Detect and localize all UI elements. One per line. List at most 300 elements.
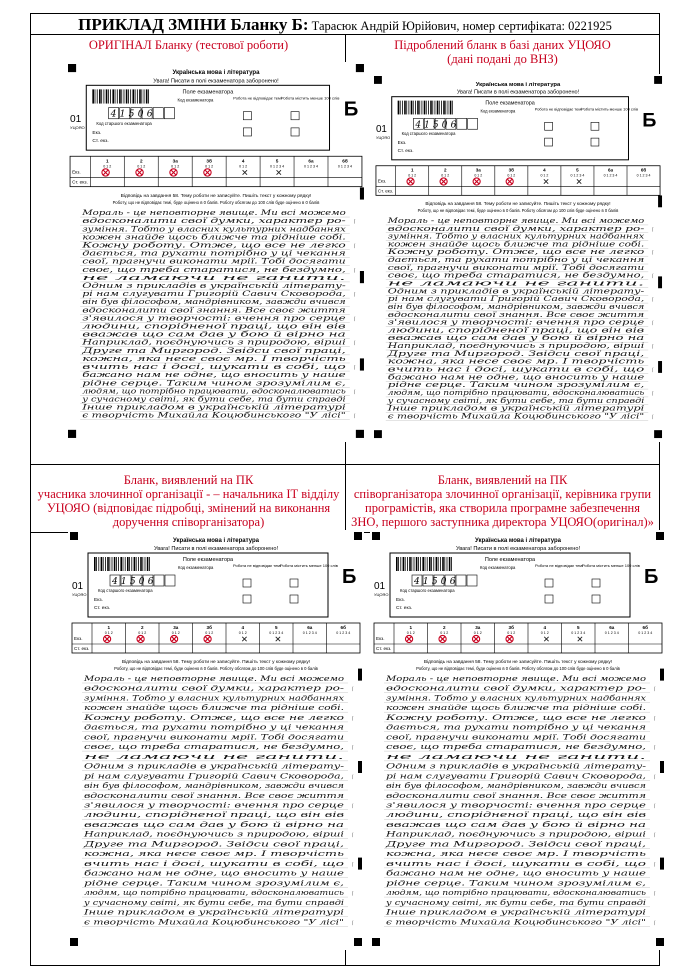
barcode-bar (427, 557, 428, 571)
margin-mark: ⌈ (654, 861, 656, 868)
senior-label-head: Ст. екз. (396, 606, 413, 611)
criterion-options: 0 1 2 3 4 (604, 631, 619, 635)
code-label: 01 (72, 581, 84, 592)
barcode-bar (118, 557, 119, 571)
barcode-bar (130, 89, 131, 103)
barcode-bar (120, 557, 122, 571)
margin-mark: ⌈ (352, 715, 354, 722)
barcode-bar (134, 557, 136, 571)
handwritten-line: не ламаючи не ганити. (387, 278, 645, 288)
corner-marker (68, 430, 76, 438)
handwritten-line: рі нам слугувати Григорій Савич Сковорода, (82, 289, 346, 299)
answer-sheet-original (66, 62, 366, 442)
criterion-label: 3б (508, 167, 514, 173)
barcode-bar (135, 89, 136, 103)
criterion-label: 3а (475, 167, 481, 173)
senior-code-label: Код старшого екзаменатора (401, 131, 456, 137)
margin-mark: ⌈ (352, 891, 354, 898)
handwritten-line: Наприклад, поєднуючись з природою, вірші (80, 337, 346, 347)
criterion-label: 3а (172, 158, 178, 164)
margin-mark: ⌈ (652, 274, 655, 280)
senior-label: Ст. екз. (377, 188, 394, 194)
caption-it-head-pc (33, 473, 344, 529)
margin-mark: ⌈ (352, 861, 354, 868)
criterion-options: 0 1 2 (540, 631, 549, 635)
code-sublabel: УЦОЯО (374, 592, 389, 597)
barcode-bar (435, 101, 436, 115)
handwritten-line: рі нам слугувати Григорій Савич Сковорода, (387, 294, 645, 304)
criterion-label: 1 (410, 167, 414, 173)
handwritten-line: вдосконалити свої думки, характер ро- (82, 216, 347, 226)
barcode-bar (438, 557, 439, 571)
criterion-label: 4 (543, 167, 546, 173)
words-label: Робота містить менше 100 слів (280, 95, 340, 101)
senior-code-label: Код старшого екзаменатора (98, 588, 153, 593)
handwritten-line: вдосконалити свої знання. Все своє життя (386, 790, 647, 800)
handwritten-line: Одним з прикладів в українській літерату- (84, 761, 345, 771)
handwritten-line: Кожну роботу. Отже, що все не легко (80, 240, 347, 250)
margin-mark: ⌈ (654, 920, 656, 927)
score-mark-x (138, 637, 142, 641)
barcode-bar (141, 89, 142, 103)
barcode-bar (436, 557, 438, 571)
handwritten-line: Мораль - це неповторне явище. Ми всі можемо (386, 215, 645, 225)
barcode-bar (128, 89, 129, 103)
barcode-bar (112, 557, 113, 571)
code-label: 01 (375, 124, 387, 136)
side-marker (660, 669, 664, 681)
sheet-subject: Українська мова і література (475, 538, 561, 544)
criterion-options: 0 1 2 (171, 164, 180, 169)
sheet-warning: Увага! Писати в полі екзаменатора заборонено! (455, 546, 581, 552)
handwritten-line: свої, прагнучи виконати мрії. Тобі досягати (82, 256, 347, 266)
barcode-bar (441, 101, 442, 115)
barcode-bar (131, 557, 132, 571)
side-marker (658, 195, 662, 207)
handwritten-line: бажано нам не одне, що вносить у наше (386, 868, 646, 878)
barcode-bar (107, 557, 109, 571)
margin-mark: ⌈ (352, 774, 354, 781)
margin-mark: ⌈ (652, 391, 655, 397)
barcode-bar (448, 101, 449, 115)
margin-mark: ⌈ (352, 803, 354, 810)
handwritten-line: Інше прикладом в українській літературі (384, 907, 646, 917)
code-sublabel: УЦОЯО (375, 135, 391, 141)
criterion-options: 0 1 2 (474, 173, 483, 178)
margin-mark: ⌈ (353, 340, 356, 347)
caption-line: співорганізатора злочинної організації, керівника групи (353, 487, 652, 501)
handwritten-line: Одним з прикладів в українській літерату- (387, 286, 646, 296)
barcode-bar (101, 557, 103, 571)
handwritten-line: у сучасному світі, як бути себе, та бути справді (386, 395, 645, 405)
senior-label-head: Ст. екз. (94, 606, 111, 611)
criterion-label: 6а (607, 167, 613, 173)
caption-line: ЗНО, першого заступника директора УЦОЯО(оригінал)» (351, 515, 654, 529)
margin-mark: ⌈ (352, 832, 354, 839)
examiner-code-value: 41506 (415, 120, 460, 131)
criterion-options: 0 1 2 (239, 164, 248, 169)
senior-code-label: Код старшого екзаменатора (400, 588, 455, 593)
criterion-options: 0 1 2 (137, 164, 146, 169)
corner-marker (68, 64, 76, 72)
barcode-bar (451, 557, 452, 571)
caption-line: учасника злочинної організації - – начальника ІТ відділу (37, 487, 340, 501)
barcode-bar (138, 557, 139, 571)
check-box (591, 122, 599, 130)
check-box (545, 579, 553, 587)
handwritten-line: дається, та рухати потрібно у ці чекання (84, 722, 345, 732)
criterion-options: 0 1 2 (408, 173, 417, 178)
handwritten-line: бажано нам не одне, що вносить у наше (84, 868, 344, 878)
handwritten-line: Друге та Миргород. Звідси свої праці, (82, 839, 345, 849)
handwritten-line: Друге та Миргород. Звідси свої праці, (384, 839, 646, 849)
check-box (545, 122, 553, 130)
criterion-options: 0 1 2 (138, 631, 147, 635)
criterion-options: 0 1 2 3 4 (636, 173, 651, 178)
exam-label: Екз. (376, 636, 385, 641)
margin-mark: ⌈ (654, 715, 656, 722)
criterion-options: 0 1 2 3 4 (570, 173, 585, 178)
check-box (290, 595, 298, 603)
handwritten-line: Наприклад, поєднуючись з природою, вірші (386, 341, 645, 351)
margin-mark: ⌈ (353, 316, 356, 323)
caption-line: програмістів, яка створила програмне забезпечення (365, 501, 640, 515)
handwritten-line: у сучасному світі, як бути себе, та бути справді (80, 394, 346, 404)
code-sublabel: УЦОЯО (70, 124, 85, 130)
barcode-bar (137, 89, 138, 103)
check-box (591, 138, 599, 146)
barcode-bar (127, 557, 129, 571)
handwritten-line: вважав що сам дав у бою й вірно на (82, 329, 346, 339)
criterion-label: 5 (274, 625, 278, 630)
barcode-bar (437, 101, 439, 115)
barcode-bar (403, 557, 405, 571)
barcode-bar (439, 101, 440, 115)
barcode-bar (417, 101, 419, 115)
check-box (291, 128, 299, 136)
barcode-bar (105, 557, 106, 571)
barcode-bar (109, 557, 110, 571)
answer-note: Роботу, що не відповідає темі, буде оцінено в 0 балів. Роботу обсягом до 100 слів буде оцінено в 0 балів (114, 666, 318, 671)
barcode-bar (136, 557, 137, 571)
margin-mark: ⌈ (353, 365, 356, 372)
handwritten-line: Друге та Миргород. Звідси свої праці, (386, 348, 645, 358)
examiner-code-value: 41506 (112, 577, 157, 587)
margin-mark: ⌈ (654, 891, 656, 898)
barcode-bar (425, 557, 426, 571)
barcode-bar (119, 89, 121, 103)
handwritten-line: людям, що потрібно працювати, вдосконалюватись (82, 386, 346, 396)
handwritten-line: він був філософом, мандрівником, завжди вчився (387, 301, 645, 311)
title-rest: Тарасюк Андрій Юрійович, номер сертифіката: 0221925 (308, 19, 612, 33)
handwritten-line: свої, прагнучи виконати мрії. Тобі досягати (84, 732, 345, 742)
barcode-bar (129, 557, 130, 571)
check-box (592, 595, 600, 603)
criterion-label: 2 (140, 625, 144, 630)
criterion-label: 3б (206, 625, 212, 630)
examiner-code-value: 41506 (414, 577, 459, 587)
sheet-warning: Увага! Писати в полі екзаменатора заборонено! (153, 546, 279, 552)
handwritten-line: з'явилося у творчості: вчення про серце (84, 800, 344, 810)
barcode-bar (450, 101, 452, 115)
barcode-bar (414, 557, 415, 571)
side-marker (660, 858, 664, 870)
title-bold: ПРИКЛАД ЗМІНИ Бланку Б: (78, 15, 309, 34)
exam-label: Екз. (74, 636, 83, 641)
score-mark-x (508, 179, 512, 183)
criterion-label: 1 (106, 158, 109, 164)
handwritten-line: він був філософом, мандрівником, завжди вчився (84, 781, 345, 791)
barcode-bar (429, 557, 431, 571)
score-mark-x (105, 637, 109, 641)
score-mark-x (205, 170, 209, 174)
barcode-bar (103, 557, 104, 571)
handwritten-line: людини, спорідненої праці, що він вів (84, 810, 344, 820)
handwritten-line: своє, що треба старатися, не бездумно, (386, 742, 646, 752)
side-marker (358, 761, 362, 773)
criterion-label: 5 (275, 158, 279, 164)
criteria-grid (374, 623, 662, 653)
examiner-code-value: 41506 (110, 109, 156, 120)
barcode-bar (142, 557, 143, 571)
margin-mark: ⌈ (654, 832, 656, 839)
senior-code-label: Код старшого екзаменатора (96, 120, 152, 126)
handwritten-line: вдосконалити свої думки, характер ро- (387, 223, 646, 233)
barcode-bar (405, 557, 406, 571)
score-label: Робота не відповідає темі (534, 106, 582, 112)
barcode-bar (144, 89, 145, 103)
barcode-bar (148, 89, 149, 103)
margin-mark: ⌈ (353, 267, 356, 274)
barcode-bar (449, 557, 451, 571)
barcode-bar (400, 101, 401, 115)
barcode-bar (428, 101, 429, 115)
handwritten-line: вчить нас і досі, шукати в собі, що (84, 858, 346, 868)
criterion-label: 1 (107, 625, 111, 630)
score-mark-x (408, 179, 412, 183)
criterion-options: 0 1 2 (507, 173, 516, 178)
criteria-grid (72, 623, 360, 653)
barcode-bar (440, 557, 441, 571)
handwritten-line: Наприклад, поєднуючись з природою, вірші (82, 829, 344, 839)
side-marker (658, 361, 662, 373)
corner-marker (372, 532, 380, 540)
side-marker (660, 761, 664, 773)
code-label: 01 (374, 581, 386, 592)
handwritten-line: рі нам слугувати Григорій Савич Сковорода, (84, 771, 344, 781)
barcode-bar (409, 101, 410, 115)
barcode-bar (445, 101, 446, 115)
corner-marker (374, 430, 382, 438)
criterion-label: 6а (609, 625, 615, 630)
criterion-label: 6а (308, 158, 314, 164)
handwritten-line: Кожну роботу. Отже, що все не легко (82, 712, 346, 722)
form-letter: Б (644, 566, 659, 588)
criterion-label: 4 (543, 625, 547, 630)
sheet-warning: Увага! Писати в полі екзаменатора заборонено! (153, 78, 279, 85)
handwritten-line: є творчість Михайла Коцюбинського "У лісі" (386, 917, 646, 927)
digit-cell (165, 575, 175, 586)
criterion-options: 0 1 2 3 4 (337, 164, 353, 169)
check-box (243, 128, 251, 136)
handwritten-line: не ламаючи не ганити. (84, 751, 344, 761)
handwritten-line: свої, прагнучи виконати мрії. Тобі досягати (386, 732, 647, 742)
handwritten-line: не ламаючи не ганити. (82, 272, 346, 282)
criterion-options: 0 1 2 (507, 631, 516, 635)
barcode-bar (99, 89, 101, 103)
barcode-bar (424, 101, 426, 115)
corner-marker (356, 64, 364, 72)
barcode-bar (442, 557, 444, 571)
margin-mark: ⌈ (353, 413, 356, 420)
check-box (243, 579, 251, 587)
criterion-options: 0 1 2 (205, 631, 214, 635)
caption-line: (дані подані до ВНЗ) (447, 52, 558, 66)
code-label: 01 (70, 113, 82, 125)
answer-sheet-co-organizer-pc (370, 530, 666, 950)
barcode-bar (108, 89, 109, 103)
barcode-bar (416, 557, 418, 571)
corner-marker (354, 532, 362, 540)
examiner-code-label: Код екзаменатора (178, 565, 214, 570)
criterion-label: 6а (307, 625, 313, 630)
score-mark-x (172, 637, 176, 641)
check-box (291, 112, 299, 120)
handwritten-line: кожна, яка несе своє мр. І творчість (387, 356, 645, 366)
score-mark-x (171, 170, 175, 174)
barcode-bar (112, 89, 114, 103)
score-mark-x (474, 179, 478, 183)
caption-line: Бланк, виявлений на ПК (123, 473, 254, 487)
score-label: Робота не відповідає темі (233, 563, 281, 568)
barcode-bar (139, 89, 141, 103)
barcode-bar (422, 557, 424, 571)
margin-mark: ⌈ (352, 686, 354, 693)
criterion-options: 0 1 2 3 4 (336, 631, 351, 635)
handwritten-line: вдосконалити свої думки, характер ро- (386, 683, 647, 693)
answer-note: Роботу, що не відповідає темі, буде оцінено в 0 балів. Роботу обсягом до 100 слів буде оцінено в 0 балів (417, 208, 619, 214)
handwritten-line: вчить нас і досі, шукати в собі, що (82, 362, 347, 372)
side-marker (360, 358, 364, 370)
handwritten-line: рідне серце. Таким чином зрозумілим є, (82, 378, 346, 388)
score-mark-x (103, 170, 107, 174)
check-box (243, 595, 251, 603)
barcode-bar (452, 101, 453, 115)
handwritten-line: своє, що треба старатися, не бездумно, (84, 742, 344, 752)
criterion-label: 5 (576, 167, 579, 173)
corner-marker (356, 430, 364, 438)
exam-label: Екз. (377, 178, 387, 184)
handwritten-line: дається, та рухати потрібно у ці чекання (387, 255, 645, 265)
answer-heading: Відповідь на завдання 58. Тему роботи не записуйте. Пишіть текст у кожному рядку! (423, 660, 613, 665)
criterion-label: 5 (576, 625, 580, 630)
criterion-label: 3а (475, 625, 481, 630)
margin-mark: ⌈ (353, 389, 356, 396)
margin-mark: ⌈ (353, 243, 356, 250)
barcode-bar (95, 89, 96, 103)
barcode-bar (114, 557, 116, 571)
barcode-bar (149, 557, 150, 571)
sheet-warning: Увага! Писати в полі екзаменатора заборонено! (456, 89, 580, 96)
side-marker (358, 669, 362, 681)
barcode-bar (146, 89, 148, 103)
criterion-label: 3а (173, 625, 179, 630)
score-mark-x (544, 637, 548, 641)
barcode-bar (404, 101, 406, 115)
examiner-field-label: Поле екзаменатора (182, 89, 234, 96)
criterion-options: 0 1 2 (406, 631, 415, 635)
barcode-bar (132, 89, 134, 103)
barcode-bar (396, 557, 398, 571)
caption-forged-db (347, 38, 658, 66)
handwritten-line: Інше прикладом в українській літературі (386, 403, 645, 413)
sheet-subject: Українська мова і література (172, 69, 260, 77)
score-mark-x (578, 637, 582, 641)
handwritten-line: Мораль - це неповторне явище. Ми всі можемо (82, 674, 345, 683)
examiner-field-label: Поле екзаменатора (485, 100, 535, 107)
score-mark-x (242, 637, 246, 641)
check-box (545, 595, 553, 603)
barcode-bar (422, 101, 423, 115)
sheet-svg (66, 62, 366, 442)
criterion-options: 0 1 2 3 4 (603, 173, 618, 178)
criteria-grid (70, 156, 362, 186)
side-marker (360, 271, 364, 283)
barcode-bar (433, 557, 434, 571)
caption-line: ОРИГІНАЛ Бланку (тестової роботи) (88, 38, 289, 52)
barcode-bar (98, 557, 99, 571)
caption-original (33, 38, 344, 52)
barcode-bar (411, 557, 412, 571)
margin-mark: ⌈ (352, 745, 354, 752)
handwritten-line: Друге та Миргород. Звідси свої праці, (80, 345, 346, 355)
handwritten-line: зуміння. Тобто у власних культурних надбаннях (387, 231, 645, 241)
score-label: Робота не відповідає темі (535, 563, 583, 568)
criterion-label: 2 (443, 167, 447, 173)
criterion-options: 0 1 2 3 4 (303, 164, 319, 169)
handwritten-line: кожен знайде щось ближче та рідніше собі. (82, 232, 346, 242)
barcode-bar (126, 89, 128, 103)
answer-heading: Відповідь на завдання 58. Тему роботи не записуйте. Пишіть текст у кожному рядку! (120, 193, 312, 199)
criterion-label: 3б (508, 625, 514, 630)
handwritten-line: кожна, яка несе своє мр. І творчість (84, 849, 345, 859)
barcode-bar (121, 89, 122, 103)
criterion-label: 6б (642, 625, 648, 630)
page-title (31, 14, 659, 35)
form-letter: Б (342, 566, 357, 588)
handwritten-line: з'явилося у творчості: вчення про серце (387, 317, 645, 327)
handwritten-line: дається, та рухати потрібно у ці чекання (386, 722, 647, 732)
handwritten-line: вдосконалити свої знання. Все своє життя (82, 305, 346, 315)
sheet-svg (370, 530, 666, 950)
margin-mark: ⌈ (652, 415, 655, 421)
barcode-bar (406, 101, 407, 115)
exam-label-head: Екз. (396, 598, 405, 603)
check-box (545, 138, 553, 146)
criterion-options: 0 1 2 3 4 (571, 631, 586, 635)
handwritten-line: кожен знайде щось ближче та рідніше собі. (387, 239, 645, 249)
senior-label-head: Ст. екз. (92, 139, 109, 145)
barcode-bar (402, 101, 403, 115)
criterion-label: 4 (241, 158, 245, 164)
handwritten-line: бажано нам не одне, що вносить у наше (82, 370, 346, 380)
barcode-bar (444, 557, 445, 571)
senior-label: Ст. екз. (72, 179, 88, 185)
answer-note: Роботу, що не відповідає темі, буде оцінено в 0 балів. Роботу обсягом до 100 слів буде оцінено в 0 балів (416, 666, 620, 671)
handwritten-line: Кожну роботу. Отже, що все не легко (386, 247, 645, 257)
barcode-bar (96, 557, 97, 571)
barcode-bar (115, 89, 116, 103)
